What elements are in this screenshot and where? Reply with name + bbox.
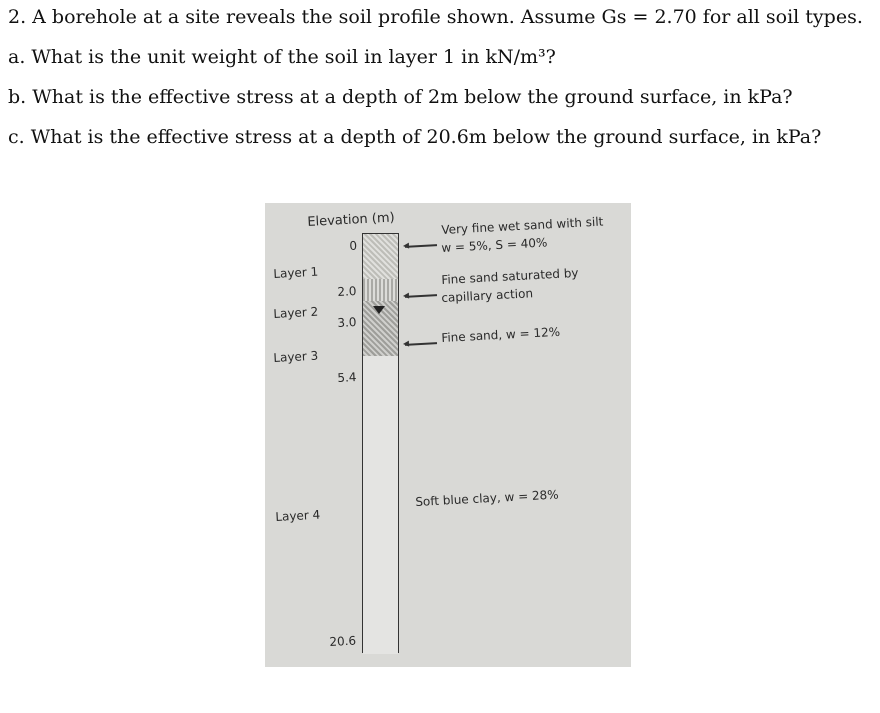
borehole-column [362,233,399,653]
question-a: a. What is the unit weight of the soil in layer 1 in kN/m³? [8,46,556,68]
arrow-icon [405,294,437,297]
layer-3-description: Fine sand, w = 12% [441,324,561,345]
water-table-icon [373,306,385,314]
layer-2-description-cont: capillary action [441,286,534,305]
elevation-title: Elevation (m) [307,210,395,230]
question-c: c. What is the effective stress at a depth of 20.6m below the ground surface, in kPa? [8,126,822,148]
layer-1-label: Layer 1 [273,264,319,281]
elevation-0: 0 [349,238,358,253]
soil-profile-figure [265,203,631,667]
layer-4-fill [363,356,398,654]
elevation-2-0: 2.0 [337,284,357,299]
layer-1-properties: w = 5%, S = 40% [441,235,548,255]
question-b: b. What is the effective stress at a depth of 2m below the ground surface, in kPa? [8,86,793,108]
layer-1-description: Very fine wet sand with silt [441,214,604,237]
layer-1-fill [363,234,398,279]
elevation-5-4: 5.4 [337,370,357,385]
layer-2-description: Fine sand saturated by [441,265,579,287]
problem-statement: 2. A borehole at a site reveals the soil profile shown. Assume Gs = 2.70 for all soil types. [8,6,863,28]
layer-2-fill [363,279,398,301]
layer-2-label: Layer 2 [273,304,319,321]
elevation-3-0: 3.0 [337,315,357,330]
arrow-icon [405,244,437,247]
layer-4-description: Soft blue clay, w = 28% [415,487,559,509]
layer-4-label: Layer 4 [275,507,321,524]
layer-3-label: Layer 3 [273,348,319,365]
arrow-icon [405,342,437,345]
elevation-20-6: 20.6 [329,633,357,649]
